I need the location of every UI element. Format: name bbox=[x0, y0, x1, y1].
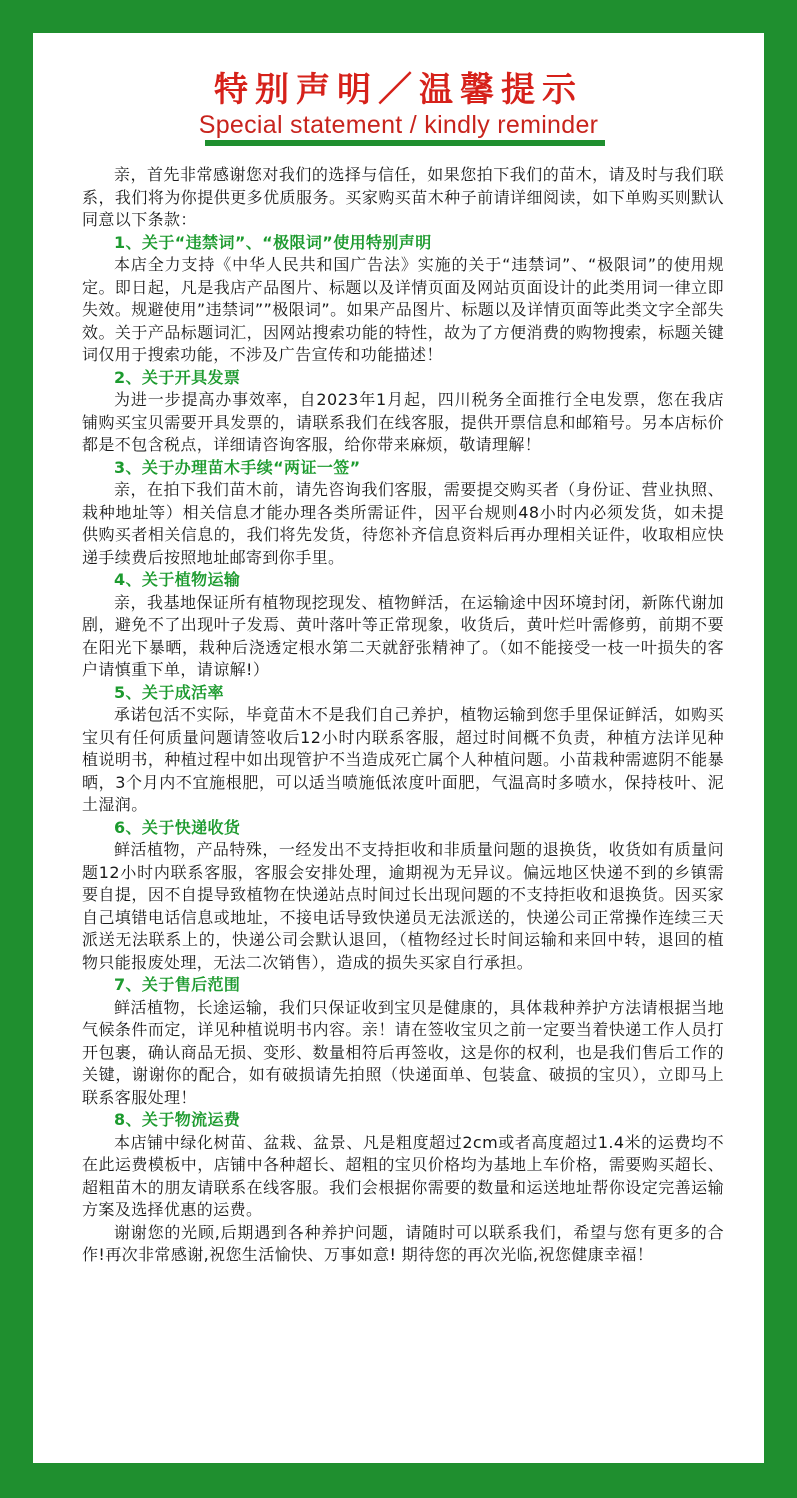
section-heading-invoice: 2、关于开具发票 bbox=[114, 367, 241, 387]
section-body-invoice: 为进一步提高办事效率，自2023年1月起，四川税务全面推行全电发票，您在我店铺购买宝贝需要开具发票的，请联系我们在线客服，提供开票信息和邮箱号。另本店标价都是不包含税点，详细请咨询客服，给你带来麻烦，敬请理解！ bbox=[82, 390, 724, 454]
section-heading-prohibited-words: 1、关于“违禁词”、“极限词”使用特别声明 bbox=[114, 232, 432, 252]
page-subtitle: Special statement / kindly reminder bbox=[198, 111, 599, 139]
section-body-certificates: 亲，在拍下我们苗木前，请先咨询我们客服，需要提交购买者（身份证、营业执照、栽种地址等）相关信息才能办理各类所需证件，因平台规则48小时内必须发货，如未提供购买者相关信息的，我们将先发货，待您补齐信息资料后再办理相关证件，收取相应快递手续费后按照地址邮寄到你手里。 bbox=[82, 480, 724, 567]
section-heading-delivery: 6、关于快递收货 bbox=[114, 817, 241, 837]
section-heading-after-sales: 7、关于售后范围 bbox=[114, 975, 241, 994]
statement-body bbox=[82, 164, 724, 1267]
section-body-prohibited-words: 本店全力支持《中华人民共和国广告法》实施的关于“违禁词”、“极限词”的使用规定。即日起，凡是我店产品图片、标题以及详情页面及网站页面设计的此类用词一律立即失效。规避使用”违禁词””极限词”。如果产品图片、标题以及详情页面等此类文字全部失效。关于产品标题词汇，因网站搜索功能的特性，故为了方便消费的购物搜索，标题关键词仅用于搜索功能，不涉及广告宣传和功能描述！ bbox=[82, 255, 724, 364]
section-heading-certificates: 3、关于办理苗木手续“两证一签” bbox=[114, 457, 361, 477]
section-body-shipping-fee: 本店铺中绿化树苗、盆栽、盆景、凡是粗度超过2cm或者高度超过1.4米的运费均不在此运费模板中，店铺中各种超长、超粗的宝贝价格均为基地上车价格，需要购买超长、超粗苗木的朋友请联系在线客服。我们会根据你需要的数量和运送地址帮你设定完善运输方案及选择优惠的运费。 bbox=[82, 1132, 724, 1219]
section-heading-shipping-fee: 8、关于物流运费 bbox=[114, 1110, 241, 1129]
section-body-delivery: 鲜活植物，产品特殊，一经发出不支持拒收和非质量问题的退换货，收货如有质量问题12小时内联系客服，客服会安排处理，逾期视为无异议。偏远地区快递不到的乡镇需要自提，因不自提导致植物在快递站点时间过长出现问题的不支持拒收和退换货。因买家自己填错电话信息或地址，不接电话导致快递员无法派送的，快递公司正常操作连续三天派送无法联系上的，快递公司会默认退回，（植物经过长时间运输和来回中转，退回的植物只能报废处理，无法二次销售），造成的损失买家自行承担。 bbox=[82, 840, 724, 972]
section-heading-plant-transport: 4、关于植物运输 bbox=[114, 570, 241, 589]
intro-paragraph: 亲，首先非常感谢您对我们的选择与信任，如果您拍下我们的苗木，请及时与我们联系，我们将为你提供更多优质服务。买家购买苗木种子前请详细阅读，如下单购买则默认同意以下条款： bbox=[82, 165, 724, 229]
page-title: 特别声明／温馨提示 bbox=[214, 70, 583, 110]
section-body-after-sales: 鲜活植物，长途运输，我们只保证收到宝贝是健康的，具体栽种养护方法请根据当地气候条件而定，详见种植说明书内容。亲！请在签收宝贝之前一定要当着快递工作人员打开包裹，确认商品无损、变形、数量相符后再签收，这是你的权利，也是我们售后工作的关键，谢谢你的配合，如有破损请先拍照（快递面单、包装盒、破损的宝贝），立即马上联系客服处理！ bbox=[82, 997, 724, 1107]
title-underline bbox=[205, 140, 605, 146]
section-body-survival-rate: 承诺包活不实际，毕竟苗木不是我们自己养护，植物运输到您手里保证鲜活，如购买宝贝有任何质量问题请签收后12小时内联系客服，超过时间概不负责，种植方法详见种植说明书，种植过程中如出现管护不当造成死亡属个人种植问题。小苗栽种需遮阴不能暴晒，3个月内不宜施根肥，可以适当喷施低浓度叶面肥，气温高时多喷水，保持枝叶、泥土湿润。 bbox=[82, 705, 724, 814]
section-body-plant-transport: 亲，我基地保证所有植物现挖现发、植物鲜活，在运输途中因环境封闭，新陈代谢加剧，避免不了出现叶子发焉、黄叶落叶等正常现象，收货后，黄叶烂叶需修剪，前期不要在阳光下暴晒，栽种后浇透定根水第二天就舒张精神了。（如不能接受一枝一叶损失的客户请慎重下单，请谅解!） bbox=[82, 592, 724, 679]
closing-paragraph: 谢谢您的光顾,后期遇到各种养护问题，请随时可以联系我们，希望与您有更多的合作!再次非常感谢,祝您生活愉快、万事如意! 期待您的再次光临,祝您健康幸福！ bbox=[82, 1222, 724, 1264]
section-heading-survival-rate: 5、关于成活率 bbox=[114, 682, 224, 702]
